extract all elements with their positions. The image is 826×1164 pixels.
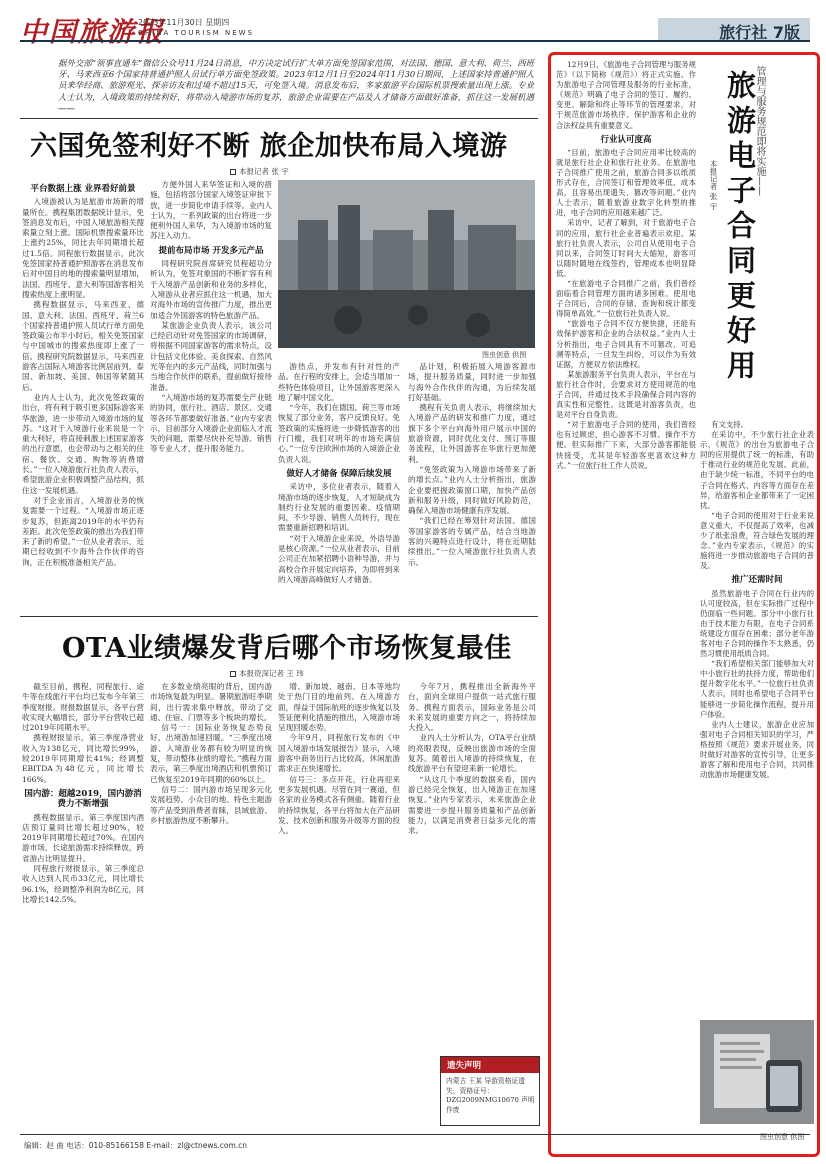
article2-column-4 — [408, 682, 536, 1052]
paragraph: 今年7月，携程推出全新海外平台，面向全球用户提供一站式旅行服务。携程方面表示，国际业务是公司未来发展的重要方向之一，将持续加大投入。 — [408, 682, 536, 733]
lost-notice — [440, 1056, 540, 1126]
article1-byline: 本报记者 张 宇 — [230, 166, 289, 177]
article1-headline: 六国免签利好不断 旅企加快布局入境游 — [30, 131, 508, 162]
paragraph: “免签政策为入境游市场带来了新的增长点。”业内人士分析指出，旅游企业要把握政策窗口期，加快产品创新和服务升级，同时做好风险防范，确保入境游市场健康有序发展。 — [408, 464, 536, 516]
paragraph: 携程财报显示，第三季度净营业收入为138亿元，同比增长99%，较2019年同期增长41%；经调整EBITDA为48亿元，同比增长166%。 — [22, 733, 144, 784]
issue-date: 2023年11月30日 星期四 — [138, 18, 230, 27]
paragraph: 有文支持。 — [711, 420, 749, 429]
byline-square-icon — [230, 169, 236, 175]
paragraph: 在采访中，不少旅行社企业表示，《规范》的出台为旅游电子合同的应用提供了统一的标准，有助于推动行业的规范化发展。此前，由于缺少统一标准，不同平台的电子合同在格式、内容等方面存在差异，给游客和企业都带来了一定困扰。 — [700, 430, 814, 510]
article2-byline: 本报资深记者 王 玮 — [230, 668, 304, 679]
paragraph: 今年9月，同程旅行发布的《中国入境游市场发展报告》显示，入境游客中商务出行占比较高，休闲旅游需求正在快速增长。 — [278, 733, 400, 774]
article1-column-2 — [150, 180, 272, 610]
article1-column-4 — [408, 362, 536, 612]
paragraph: “目前，旅游电子合同应用率比较高的就是旅行社企业和旅行社业务。在旅游电子合同推广使用之前，旅游合同多以纸质形式存在，合同签订和管理效率低、成本高，且容易出现遗失、篡改等问题。”业内人士表示，随着旅游业数字化转型的推进，电子合同的应用越来越广泛。 — [556, 147, 696, 218]
paragraph: 同程研究院首席研究员程超功分析认为，免签对象国的不断扩容有利于入境游产品创新和业务的多样化，入境游从业者应抓住这一机遇，加大对海外市场的宣传推广力度，推出更加适合外国游客的特色旅游产品。 — [150, 259, 272, 320]
intro-rule — [20, 118, 538, 119]
paragraph: “今年，我们在德国、荷兰等市场恢复了部分业务，客户反馈良好。免签政策的实施将进一步降低游客的出行门槛，我们对明年的市场充满信心。”一位专注欧洲市场的入境游企业负责人说。 — [278, 403, 400, 464]
panel-byline: 本报记者 张 宇 — [709, 160, 718, 210]
paragraph: 入境游被认为是旅游市场新的增量所在。携程集团数据统计显示，免签消息发布后，中国入境旅游相关搜索量立刻上涨。国际机票搜索量环比上涨约25%，同比去年同期增长超过1.5倍。同程旅行数据显示，此次免签国家持普通护照游客在消息发布后对中国目的地的搜索量明显增加，法国、西班牙、意大利等国游客相关搜索热度上涨明显。 — [22, 197, 144, 299]
paragraph: 采访中，多位业者表示，随着入境游市场的逐步恢复，人才短缺成为制约行业发展的重要因素。疫情期间，不少导游、销售人员转行，现在需要重新招聘和培训。 — [278, 482, 400, 533]
panel-column-2 — [700, 420, 814, 1016]
section-bar — [658, 18, 810, 42]
article1-photo — [278, 180, 535, 348]
article2-headline: OTA业绩爆发背后哪个市场恢复最佳 — [62, 633, 512, 664]
panel-photo — [700, 1020, 814, 1124]
paragraph: “电子合同的使用对于行业来说意义重大，不仅提高了效率，也减少了纸张浪费，符合绿色发展的理念。”业内专家表示，《规范》的实施将进一步推动旅游电子合同的普及。 — [700, 510, 814, 571]
panel-kicker: 管理与服务规范即将实施—— — [754, 66, 765, 196]
paragraph: 业内人士分析认为，OTA平台业绩的亮眼表现，反映出旅游市场的全面复苏。随着出入境游的持续恢复，在线旅游平台有望迎来新一轮增长。 — [408, 733, 536, 774]
paragraph: “我们已经在筹划针对法国、德国等国家游客的专属产品，结合当地游客的兴趣特点进行设计，将在近期陆续推出。”一位入境游旅行社负责人表示。 — [408, 516, 536, 567]
lead-intro: 据外交部“领事直通车”微信公众号11月24日消息，中方决定试行扩大单方面免签国家范围，对法国、德国、意大利、荷兰、西班牙、马来西亚6个国家持普通护照人员试行单方面免签政策。2023年12月1日至2024年11月30日期间，上述国家持普通护照人员来华经商、旅游观光、探亲访友和过境不超过15天，可免签入境。消息发布后，多家旅游平台国际机票搜索量出现上涨。专业人士认为，入境政策的持续利好，将带动入境游市场的复苏，旅游企业需要在产品及人才储备方面做好准备，抓住这一发展机遇—— — [58, 58, 534, 113]
panel-column-1 — [556, 60, 696, 1140]
newspaper-logo: 中国旅游报 — [20, 17, 165, 48]
footer-rule — [20, 1134, 810, 1135]
paragraph: 方便外国人来华签证和入境的措施，包括将部分国家入境签证审批下放，进一步简化申请手续等。业内人士认为，一系列政策的出台将进一步便利外国人来华，为入境游市场的复苏注入动力。 — [150, 180, 272, 241]
top-rule — [20, 40, 810, 42]
paragraph: 某旅游企业负责人表示，该公司已经启动针对免签国家的市场调研，将根据不同国家游客的需求特点，设计包括文化体验、美食探索、自然风光等在内的多元产品线，同时加强与当地合作伙伴的联系，提前做好接待准备。 — [150, 320, 272, 392]
paragraph: “入境游市场的复苏需要全产业链的协同，旅行社、酒店、景区、交通等各环节都要做好准备。”业内专家表示，目前部分入境游企业面临人才流失的问题，需要尽快补充导游、销售等专业人才，提升服务能力。 — [150, 392, 272, 454]
section-title: 旅行社 7版 — [719, 23, 800, 42]
paragraph: 截至目前，携程、同程旅行、途牛等在线旅行平台均已发布今年第三季度财报。财报数据显示，各平台营收实现大幅增长，部分平台营收已超过2019年同期水平。 — [22, 682, 144, 733]
paragraph: 业内人士认为，此次免签政策的出台，将有利于吸引更多国际游客来华旅游，进一步带动入境游市场的复苏。“这对于入境游行业来说是一个重大利好，将直接刺激上述国家游客的出行意愿，也会带动与之相关的住宿、餐饮、交通、购物等消费增长。”一位入境游旅行社负责人表示，希望旅游企业积极调整产品结构，抓住这一发展机遇。 — [22, 392, 144, 495]
paragraph: 虽然旅游电子合同在行业内的认可度较高，但在实际推广过程中仍面临一些问题。部分中小旅行社由于技术能力有限，在电子合同系统建设方面存在困难；部分老年游客对电子合同的操作不太熟悉，仍然习惯使用纸质合同。 — [700, 588, 814, 659]
paragraph: 某旅游服务平台负责人表示，平台在与旅行社合作时，会要求对方使用规范的电子合同，并通过技术手段确保合同内容的真实性和完整性。这既是对游客负责，也是对平台自身负责。 — [556, 369, 696, 420]
article1-column-3 — [278, 362, 400, 612]
cityscape-photo-icon — [278, 180, 535, 348]
footer-info: 编辑：赵 曲 电话：010-85166158 E-mail：zl@ctnews.com.cn — [24, 1141, 248, 1150]
middle-rule — [20, 616, 538, 617]
article2-column-2 — [150, 682, 272, 1130]
paragraph: 携程数据显示，第三季度国内酒店预订量同比增长超过90%，较2019年同期增长超过70%。在国内游市场，长途旅游需求持续释放，跨省游占比明显提升。 — [22, 812, 144, 863]
panel-photo-caption: 图虫创意 供图 — [760, 1133, 805, 1141]
paragraph: 信号一：国际业务恢复态势良好，出境游加速回暖。“三季度出境游、入境游业务都有较为明显的恢复，带动整体业绩的增长。”携程方面表示，第三季度出境酒店和机票预订已恢复至2019年同期的60%以上。 — [150, 723, 272, 784]
contract-photo-icon — [700, 1020, 814, 1124]
paragraph: 携程有关负责人表示，将继续加大入境游产品的研发和推广力度，通过旗下多个平台向海外用户展示中国的旅游资源，同时优化支付、预订等服务流程，让外国游客在华旅行更加便利。 — [408, 403, 536, 464]
paragraph: “旅游电子合同不仅方便快捷，还能有效保护游客和企业的合法权益。”业内人士分析指出，电子合同具有不可篡改、可追溯等特点，一旦发生纠纷，可以作为有效证据，方便双方依法维权。 — [556, 319, 696, 369]
subheading: 推广还需时间 — [731, 575, 783, 586]
paragraph: 12月9日，《旅游电子合同管理与服务规范》（以下简称《规范》）将正式实施。作为旅游电子合同管理及服务的行业标准，《规范》明确了电子合同的签订、履约、变更、解除和终止等环节的管理要求，对于规范旅游市场秩序、保护游客和企业的合法权益具有重要意义。 — [556, 60, 696, 130]
subheading: 做好人才储备 保障后续发展 — [286, 468, 392, 479]
subheading: 国内游：超越2019，国内游消费力不断增强 — [24, 788, 142, 810]
paragraph: 信号三：多点开花，行业再迎来更多发展机遇。尽管在同一赛道，但各家的业务模式各有侧重。随着行业的持续恢复，各平台将加大在产品研发、技术创新和服务升级等方面的投入。 — [278, 774, 400, 836]
paragraph: “从这几个季度的数据来看，国内游已经完全恢复，出入境游正在加速恢复。”业内专家表示，未来旅游企业需要进一步提升服务质量和产品创新能力，以满足消费者日益多元化的需求。 — [408, 774, 536, 836]
article1-photo-caption: 图虫创意 供图 — [482, 351, 527, 359]
paragraph: 业内人士建议，旅游企业应加强对电子合同相关知识的学习，严格按照《规范》要求开展业务，同时做好对游客的宣传引导，让更多游客了解和使用电子合同，共同推动旅游市场健康发展。 — [700, 719, 814, 780]
masthead — [20, 10, 810, 50]
paragraph: 品计划，积极拓展入境游客源市场，提升服务质量，同时进一步加强与海外合作伙伴的沟通，为后续发展打好基础。 — [408, 362, 536, 402]
article2-column-1 — [22, 682, 144, 1130]
paragraph: “在旅游电子合同推广之前，我们曾经面临着合同管理方面的诸多困难。使用电子合同后，合同的存储、查询和统计都变得简单高效。”一位旅行社负责人说。 — [556, 278, 696, 319]
paragraph: 在多数业绩亮眼的背后，国内游市场恢复最为明显。暑期旅游旺季期间，出行需求集中释放，带动了交通、住宿、门票等多个板块的增长。 — [150, 682, 272, 722]
paragraph: “我们希望相关部门能够加大对中小旅行社的扶持力度，帮助他们提升数字化水平。”一位旅行社负责人表示，同时也希望电子合同平台能够进一步简化操作流程，提升用户体验。 — [700, 659, 814, 719]
paragraph: 同程旅行财报显示，第三季度总收入达到人民币33亿元，同比增长96.1%，经调整净利润为8亿元，同比增长142.5%。 — [22, 864, 144, 904]
paragraph: 游热点，并发布有针对性的产品。在行程的安排上，会适当增加一些特色体验项目，让外国游客更深入地了解中国文化。 — [278, 362, 400, 402]
paragraph: 信号二：国内游市场呈现多元化发展趋势。小众目的地、特色主题游等产品受到消费者青睐，县域旅游、乡村旅游热度不断攀升。 — [150, 784, 272, 825]
paragraph: 增、新加坡、越南、日本等地均处于热门目的地前列。在入境游方面，得益于国际航班的逐步恢复以及签证便利化措施的推出，入境游市场呈现回暖态势。 — [278, 682, 400, 733]
paragraph: “对于旅游电子合同的使用，我们曾经也有过顾虑，担心游客不习惯、操作不方便。但实际推广下来，大部分游客都能很快接受，尤其是年轻游客更喜欢这种方式。”一位旅行社工作人员说。 — [556, 420, 696, 470]
newspaper-pinyin: CHINA TOURISM NEWS — [138, 29, 255, 37]
subheading: 平台数据上涨 业界看好前景 — [30, 184, 136, 194]
notice-body: 内蒙古 王某 导游资格证遗失，资格证号：DZG2009NMG10670 声明作废 — [446, 1077, 535, 1114]
notice-title: 遗失声明 — [441, 1057, 539, 1073]
article1-column-1 — [22, 180, 144, 610]
subheading: 提前布局市场 开发多元产品 — [158, 245, 264, 256]
paragraph: 携程数据显示，马来西亚、德国、意大利、法国、西班牙、荷兰6个国家持普通护照人员试行单方面免签政策公布半小时后，相关免签国家与中国城市的搜索热度即上涨了一倍。携程研究院数据显示，马来西亚游客占国际入境游客比例居前列，泰国、新加坡、美国、韩国等紧随其后。 — [22, 300, 144, 392]
paragraph: “对于入境游企业来说，外语导游是核心资源。”一位从业者表示，目前公司正在加紧招聘小语种导游，并与高校合作开展定向培养，为即将到来的入境游高峰做好人才储备。 — [278, 533, 400, 584]
byline-square-icon — [230, 671, 236, 677]
subheading: 行业认可度高 — [600, 134, 652, 145]
article2-column-3 — [278, 682, 400, 1130]
paragraph: 对于企业而言，入境游业务的恢复需要一个过程。“入境游市场正逐步复苏，但距离2019年的水平仍有差距。此次免签政策的推出为我们带来了新的希望。”一位从业者表示，近期已经收到不少海外合作伙伴的咨询，正在积极准备相关产品。 — [22, 495, 144, 567]
paragraph: 采访中，记者了解到，对于旅游电子合同的应用，旅行社企业普遍表示欢迎。某旅行社负责人表示，公司自从使用电子合同以来，合同签订时间大大缩短，游客可以随时随地在线签约，管理成本也明显降低。 — [556, 218, 696, 278]
panel-title: 旅游电子合同更好用 — [723, 70, 757, 385]
